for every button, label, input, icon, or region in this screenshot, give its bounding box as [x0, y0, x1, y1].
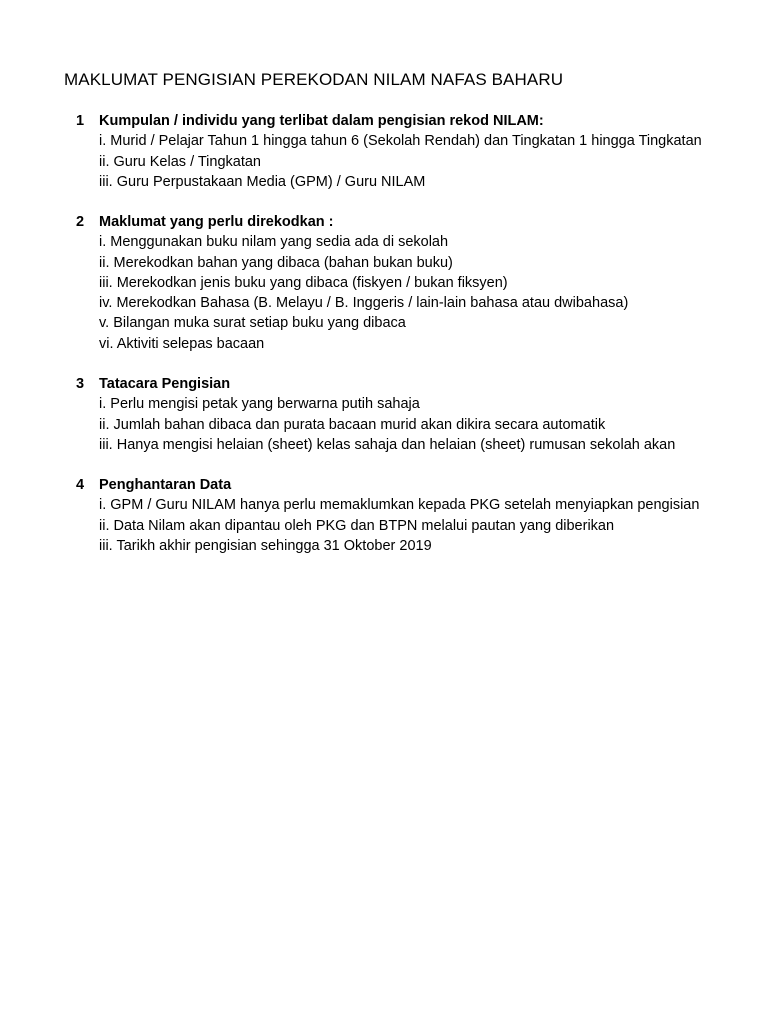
- section-4: [0, 475, 703, 557]
- list-item: vi. Aktiviti selepas bacaan: [99, 335, 265, 352]
- section-items: [99, 131, 703, 192]
- section-number: 2: [76, 214, 85, 230]
- list-item: i. Murid / Pelajar Tahun 1 hingga tahun 6 (Sekolah Rendah) dan Tingkatan 1 hingga Tingkatan: [99, 133, 702, 150]
- section-heading: Penghantaran Data: [99, 477, 232, 493]
- page-title: MAKLUMAT PENGISIAN PEREKODAN NILAM NAFAS BAHARU: [64, 70, 564, 89]
- list-item: i. Menggunakan buku nilam yang sedia ada di sekolah: [99, 234, 449, 251]
- section-number: 3: [76, 376, 85, 392]
- list-item: ii. Merekodkan bahan yang dibaca (bahan bukan buku): [99, 254, 453, 271]
- section-2: [0, 212, 703, 356]
- section-number: 4: [76, 477, 85, 493]
- list-item: iii. Merekodkan jenis buku yang dibaca (fiskyen / bukan fiksyen): [99, 274, 508, 291]
- list-item: iv. Merekodkan Bahasa (B. Melayu / B. Inggeris / lain-lain bahasa atau dwibahasa): [99, 295, 629, 312]
- list-item: iii. Tarikh akhir pengisian sehingga 31 Oktober 2019: [99, 537, 432, 554]
- list-item: ii. Guru Kelas / Tingkatan: [99, 153, 261, 170]
- section-1: [0, 111, 703, 193]
- section-items: [99, 232, 703, 354]
- section-items: [99, 495, 703, 556]
- section-heading: Kumpulan / individu yang terlibat dalam pengisian rekod NILAM:: [99, 113, 544, 129]
- section-items: [99, 394, 703, 455]
- section-number: 1: [76, 113, 85, 129]
- list-item: iii. Guru Perpustakaan Media (GPM) / Guru NILAM: [99, 173, 426, 190]
- list-item: ii. Jumlah bahan dibaca dan purata bacaan murid akan dikira secara automatik: [99, 416, 606, 433]
- list-item: i. Perlu mengisi petak yang berwarna putih sahaja: [99, 396, 420, 413]
- section-heading: Maklumat yang perlu direkodkan :: [99, 214, 334, 230]
- list-item: i. GPM / Guru NILAM hanya perlu memaklumkan kepada PKG setelah menyiapkan pengisian: [99, 497, 700, 514]
- list-item: ii. Data Nilam akan dipantau oleh PKG dan BTPN melalui pautan yang diberikan: [99, 517, 615, 534]
- list-item: v. Bilangan muka surat setiap buku yang dibaca: [99, 315, 406, 332]
- list-item: iii. Hanya mengisi helaian (sheet) kelas sahaja dan helaian (sheet) rumusan sekolah akan: [99, 436, 676, 453]
- section-heading: Tatacara Pengisian: [99, 376, 231, 392]
- section-3: [0, 374, 703, 456]
